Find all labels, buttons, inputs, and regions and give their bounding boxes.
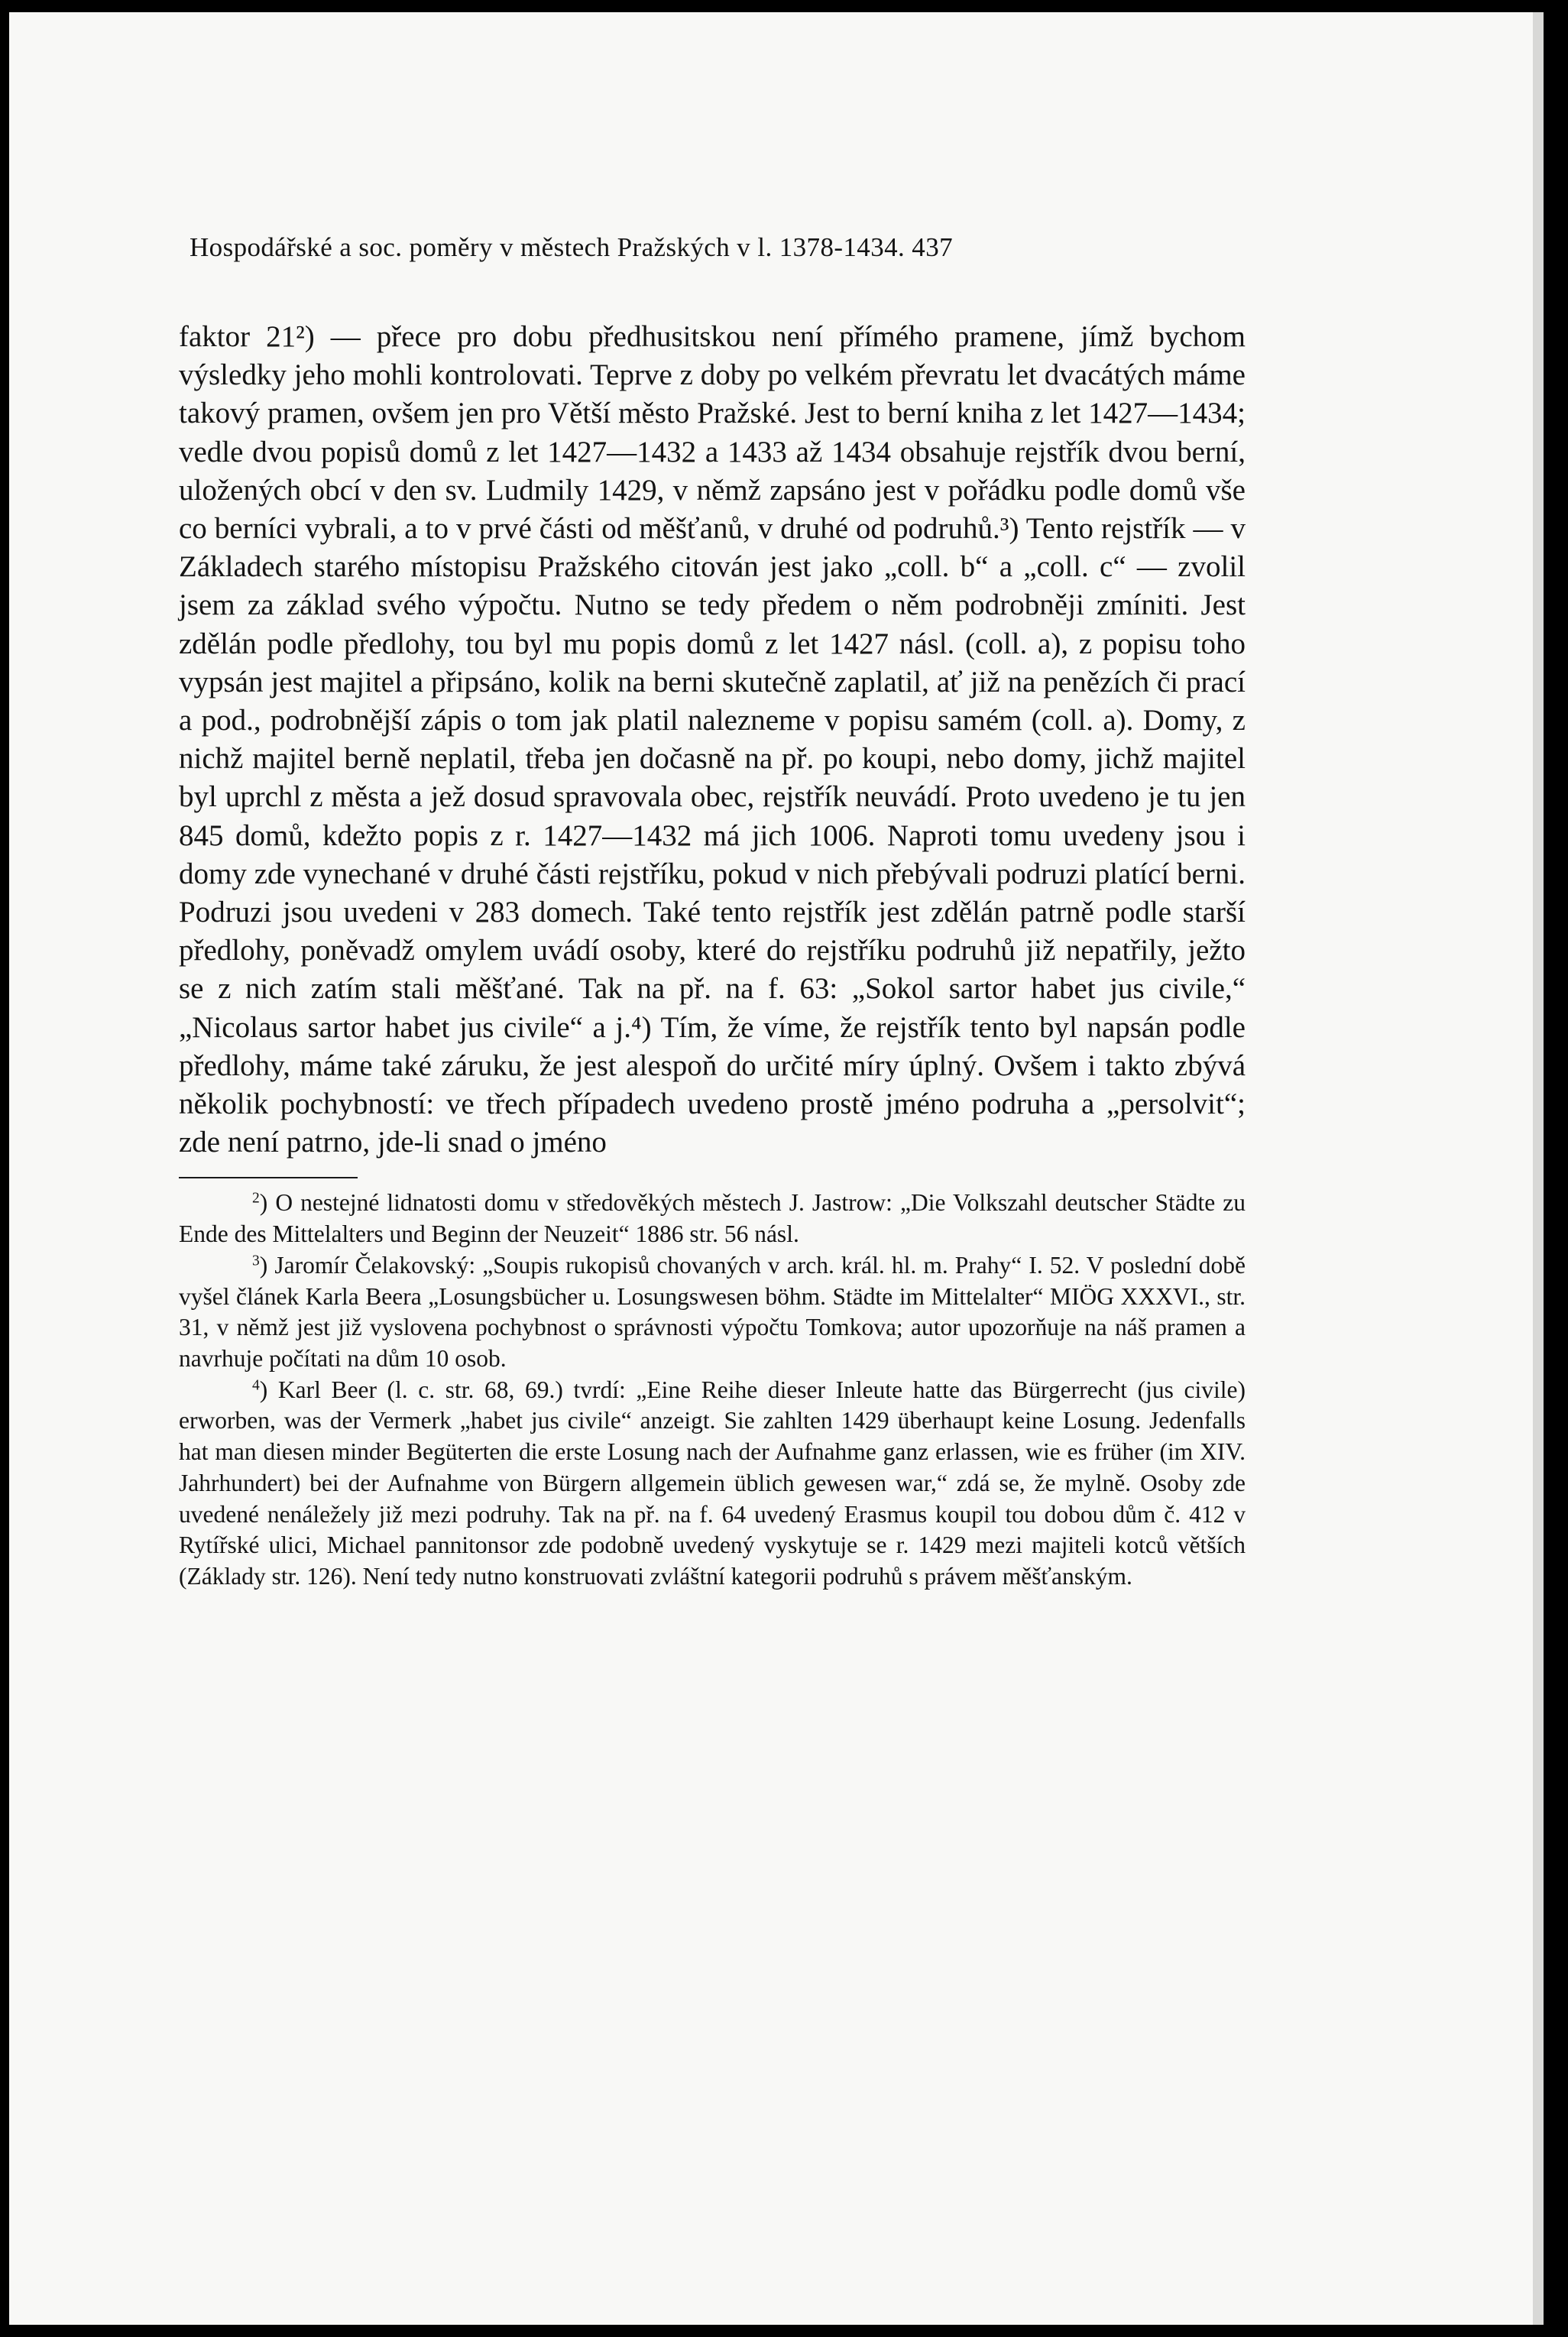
scanned-page (9, 12, 1533, 2325)
footnote-separator (179, 1177, 358, 1178)
text-block (179, 232, 1246, 1593)
footnote-text: ) Jaromír Čelakovský: „Soupis rukopisů chovaných v arch. král. hl. m. Prahy“ I. 52. V poslední době vyšel článek Karla Beera „Losungsbücher u. Losungswesen böhm. Städte im Mittelalter“ MIÖG XXXVI., str. 31, v němž jest již vyslovena pochybnost o správnosti výpočtu Tomkova; autor upozorňuje na náš pramen a navrhuje počítati na dům 10 osob. (179, 1251, 1246, 1372)
footnote-4 (179, 1375, 1246, 1593)
footnote-text: ) O nestejné lidnatosti domu v středověkých městech J. Jastrow: „Die Volkszahl deutscher Städte zu Ende des Mittelalters und Beginn der Neuzeit“ 1886 str. 56 násl. (179, 1189, 1246, 1248)
footnote-3 (179, 1250, 1246, 1375)
footnote-mark: 4 (252, 1376, 260, 1393)
footnote-mark: 3 (252, 1253, 260, 1269)
page-edge-shadow (1533, 12, 1544, 2325)
footnote-2 (179, 1188, 1246, 1250)
footnote-text: ) Karl Beer (l. c. str. 68, 69.) tvrdí: „Eine Reihe dieser Inleute hatte das Bürgerrecht (jus civile) erworben, was der Vermerk „habet jus civile“ anzeigt. Sie zahlten 1429 überhaupt keine Losung. Jedenfalls hat man diesen minder Begüterten die erste Losung nach der Aufnahme ganz erlassen, wie es früher (im XIV. Jahrhundert) bei der Aufnahme von Bürgern allgemein üblich gewesen war,“ zdá se, že mylně. Osoby zde uvedené nenáležely již mezi podruhy. Tak na př. na f. 64 uvedený Erasmus koupil tou dobou dům č. 412 v Rytířské ulici, Michael pannitonsor zde podobně uvedený vyskytuje se r. 1429 mezi majiteli kotců větších (Základy str. 126). Není tedy nutno konstruovati zvláštní kategorii podruhů s právem měšťanským. (179, 1376, 1246, 1590)
footnote-mark: 2 (252, 1190, 260, 1207)
body-paragraph: faktor 21²) — přece pro dobu předhusitskou není přímého pramene, jímž bychom výsledky jeho mohli kontrolovati. Teprve z doby po velkém převratu let dvacátých máme takový pramen, ovšem jen pro Větší město Pražské. Jest to berní kniha z let 1427—1434; vedle dvou popisů domů z let 1427—1432 a 1433 až 1434 obsahuje rejstřík dvou berní, uložených obcí v den sv. Ludmily 1429, v němž zapsáno jest v pořádku podle domů vše co berníci vybrali, a to v prvé části od měšťanů, v druhé od podruhů.³) Tento rejstřík — v Základech starého místopisu Pražského citován jest jako „coll. b“ a „coll. c“ — zvolil jsem za základ svého výpočtu. Nutno se tedy předem o něm podrobněji zmíniti. Jest zdělán podle předlohy, tou byl mu popis domů z let 1427 násl. (coll. a), z popisu toho vypsán jest majitel a připsáno, kolik na berni skutečně zaplatil, ať již na penězích či prací a pod., podrobnější zápis o tom jak platil nalezneme v popisu samém (coll. a). Domy, z nichž majitel berně neplatil, třeba jen dočasně na př. po koupi, nebo domy, jichž majitel byl uprchl z města a jež dosud spravovala obec, rejstřík neuvádí. Proto uvedeno je tu jen 845 domů, kdežto popis z r. 1427—1432 má jich 1006. Naproti tomu uvedeny jsou i domy zde vynechané v druhé části rejstříku, pokud v nich přebývali podruzi platící berni. Podruzi jsou uvedeni v 283 domech. Také tento rejstřík jest zdělán patrně podle starší předlohy, poněvadž omylem uvádí osoby, které do rejstříku podruhů již nepatřily, ježto se z nich zatím stali měšťané. Tak na př. na f. 63: „Sokol sartor habet jus civile,“ „Nicolaus sartor habet jus civile“ a j.⁴) Tím, že víme, že rejstřík tento byl napsán podle předlohy, máme také záruku, že jest alespoň do určité míry úplný. Ovšem i takto zbývá několik pochybností: ve třech případech uvedeno prostě jméno podruha a „persolvit“; zde není patrno, jde-li snad o jméno (179, 320, 1246, 1159)
running-header: Hospodářské a soc. poměry v městech Pražských v l. 1378-1434. 437 (190, 232, 953, 262)
